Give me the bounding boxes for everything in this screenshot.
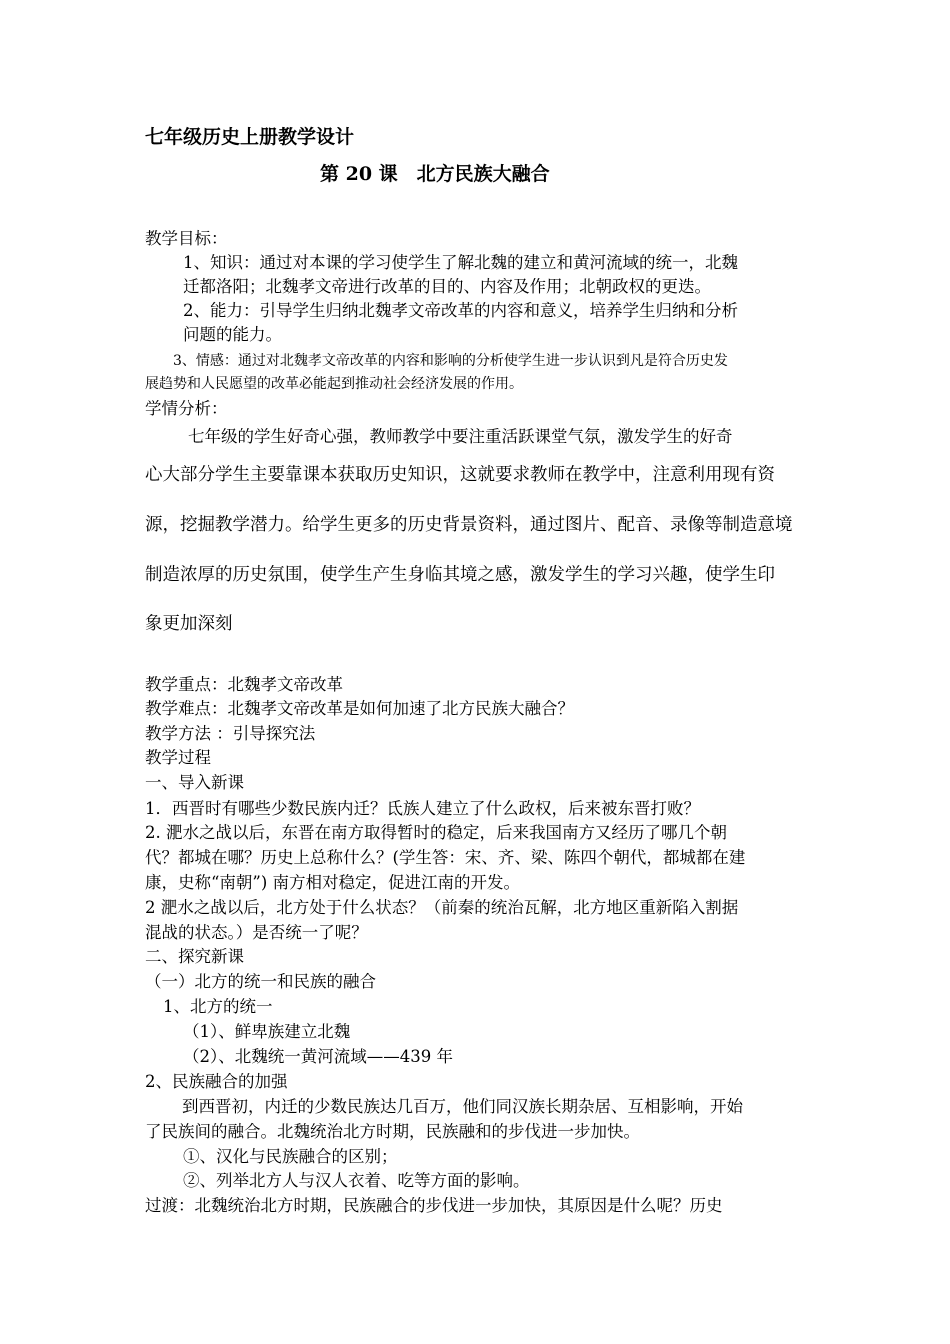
intro-question-3-line-1: 2 淝水之战以后，北方处于什么状态？（前秦的统治瓦解，北方地区重新陷入割据: [145, 898, 739, 917]
objective-emotion-line-2: 展趋势和人民愿望的改革必能起到推动社会经济发展的作用。: [145, 376, 523, 392]
document-title: 七年级历史上册教学设计: [145, 126, 355, 148]
explore-item-1: （1）、鲜卑族建立北魏: [183, 1022, 351, 1041]
objective-emotion-line-1: 3、情感：通过对北魏孝文帝改革的内容和影响的分析使学生进一步认识到凡是符合历史发: [173, 353, 728, 369]
intro-question-3-line-2: 混战的状态。）是否统一了呢？: [145, 923, 368, 942]
intro-question-1: 1．西晋时有哪些少数民族内迁？氐族人建立了什么政权，后来被东晋打败？: [145, 799, 700, 818]
intro-heading: 一、导入新课: [145, 773, 244, 792]
intro-question-2-line-2: 代？都城在哪？历史上总称什么？(学生答：宋、齐、梁、陈四个朝代，都城都在建: [145, 848, 746, 867]
transition-text: 过渡：北魏统治北方时期，民族融合的步伐进一步加快，其原因是什么呢？历史: [145, 1196, 723, 1215]
explore-paragraph-line-2: 了民族间的融合。北魏统治北方时期，民族融和的步伐进一步加快。: [145, 1122, 640, 1141]
explore-subsection-1: （一）北方的统一和民族的融合: [145, 972, 376, 991]
explore-item-2: （2）、北魏统一黄河流域——439 年: [183, 1047, 453, 1066]
objective-ability-line-1: 2、能力：引导学生归纳北魏孝文帝改革的内容和意义，培养学生归纳和分析: [183, 301, 738, 320]
objective-ability-line-2: 问题的能力。: [183, 325, 282, 344]
explore-point-2: ②、列举北方人与汉人衣着、吃等方面的影响。: [183, 1171, 530, 1190]
analysis-line-1: 七年级的学生好奇心强，教师教学中要注重活跃课堂气氛，激发学生的好奇: [188, 427, 733, 446]
analysis-heading: 学情分析：: [145, 399, 228, 418]
teaching-method: 教学方法 ：引导探究法: [145, 724, 316, 743]
analysis-line-3: 源，挖掘教学潜力。给学生更多的历史背景资料，通过图片、配音、录像等制造意境: [145, 515, 793, 535]
objective-knowledge-line-1: 1、知识：通过对本课的学习使学生了解北魏的建立和黄河流域的统一，北魏: [183, 253, 738, 272]
analysis-line-5: 象更加深刻: [145, 614, 233, 634]
intro-question-2-line-3: 康，史称“南朝”) 南方相对稳定，促进江南的开发。: [145, 873, 521, 892]
key-point: 教学重点：北魏孝文帝改革: [145, 675, 343, 694]
intro-question-2-line-1: 2. 淝水之战以后，东晋在南方取得暂时的稳定，后来我国南方又经历了哪几个朝: [145, 823, 727, 842]
explore-paragraph-line-1: 到西晋初，内迁的少数民族达几百万，他们同汉族长期杂居、互相影响，开始: [182, 1097, 743, 1116]
explore-heading: 二、探究新课: [145, 947, 244, 966]
process-heading: 教学过程: [145, 748, 211, 767]
objectives-heading: 教学目标：: [145, 229, 228, 248]
objective-knowledge-line-2: 迁都洛阳；北魏孝文帝进行改革的目的、内容及作用；北朝政权的更迭。: [183, 277, 711, 296]
explore-subsection-2: 2、民族融合的加强: [145, 1072, 288, 1091]
analysis-line-4: 制造浓厚的历史氛围，使学生产生身临其境之感，激发学生的学习兴趣，使学生印: [145, 565, 775, 585]
lesson-title: 第 20 课 北方民族大融合: [320, 163, 550, 185]
explore-subsection-1-1: 1、北方的统一: [163, 997, 273, 1016]
difficulty: 教学难点：北魏孝文帝改革是如何加速了北方民族大融合？: [145, 699, 574, 718]
explore-point-1: ①、汉化与民族融合的区别；: [183, 1147, 398, 1166]
analysis-line-2: 心大部分学生主要靠课本获取历史知识，这就要求教师在教学中，注意利用现有资: [145, 465, 775, 485]
